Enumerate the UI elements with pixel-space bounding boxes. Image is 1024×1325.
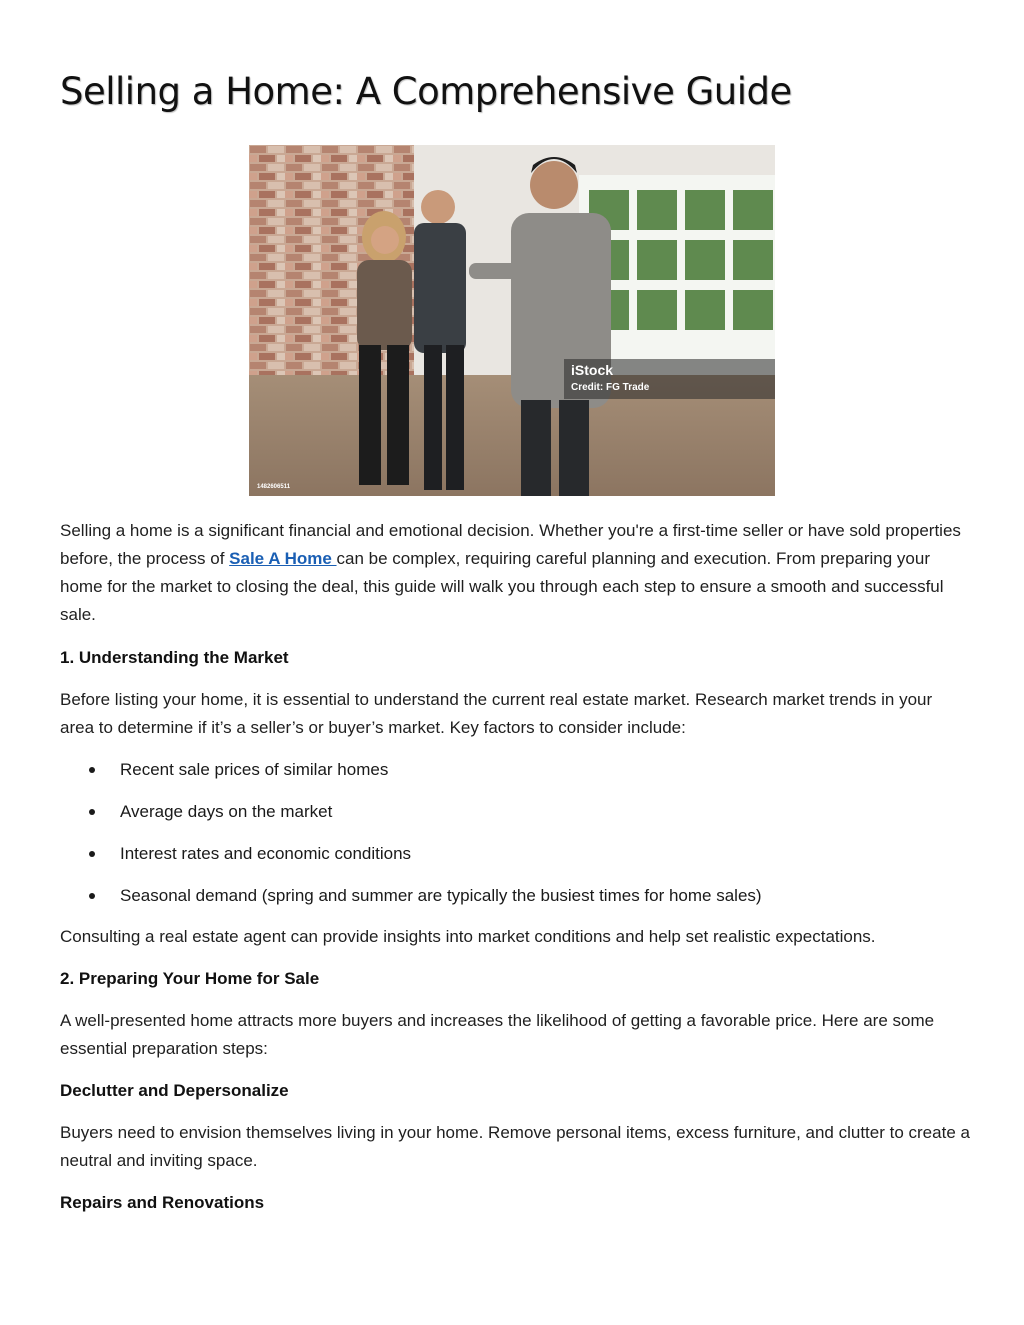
page-title: Selling a Home: A Comprehensive Guide — [60, 70, 792, 113]
bullet-icon — [89, 851, 95, 857]
list-item-text: Interest rates and economic conditions — [120, 844, 412, 863]
section1-paragraph: Before listing your home, it is essential to understand the current real estate market. Research market trends in your area to determine if it’s a seller’s or buyer’s market. Key factors to consider include: — [60, 690, 933, 737]
list-item-text: Recent sale prices of similar homes — [120, 760, 389, 779]
hero-image — [249, 145, 775, 496]
list-item — [60, 756, 960, 784]
list-item — [60, 798, 960, 826]
bullet-icon — [89, 767, 95, 773]
section2-heading: 2. Preparing Your Home for Sale — [60, 969, 320, 988]
declutter-heading: Declutter and Depersonalize — [60, 1081, 289, 1100]
bullet-icon — [89, 893, 95, 899]
list-item-text: Seasonal demand (spring and summer are typically the busiest times for home sales) — [120, 886, 762, 905]
list-item — [60, 840, 960, 868]
list-item — [60, 882, 960, 910]
declutter-paragraph: Buyers need to envision themselves living in your home. Remove personal items, excess furniture, and clutter to create a neutral and inviting space. — [60, 1123, 970, 1170]
hero-illustration — [249, 145, 775, 496]
market-factors-list — [60, 756, 960, 924]
stock-credit: Credit: FG Trade — [571, 382, 650, 393]
section1-closing: Consulting a real estate agent can provide insights into market conditions and help set realistic expectations. — [60, 927, 876, 946]
intro-text-before: Selling a home is a significant financial and emotional decision. Whether you're a first-time seller or have sold properties before, the process of — [60, 521, 961, 568]
stock-id: 1482606511 — [257, 484, 291, 490]
list-item-text: Average days on the market — [120, 802, 333, 821]
section2-paragraph: A well-presented home attracts more buyers and increases the likelihood of getting a favorable price. Here are some essential preparation steps: — [60, 1011, 935, 1058]
sale-a-home-link[interactable]: Sale A Home — [229, 549, 337, 568]
stock-brand: iStock — [571, 362, 614, 378]
intro-text-after: can be complex, requiring careful planning and execution. From preparing your home for the market to closing the deal, this guide will walk you through each step to ensure a smooth and successful sale. — [60, 549, 944, 624]
bullet-icon — [89, 809, 95, 815]
stock-watermark — [564, 359, 775, 399]
repairs-heading: Repairs and Renovations — [60, 1193, 265, 1212]
intro-paragraph — [60, 517, 970, 629]
section1-heading: 1. Understanding the Market — [60, 648, 289, 667]
